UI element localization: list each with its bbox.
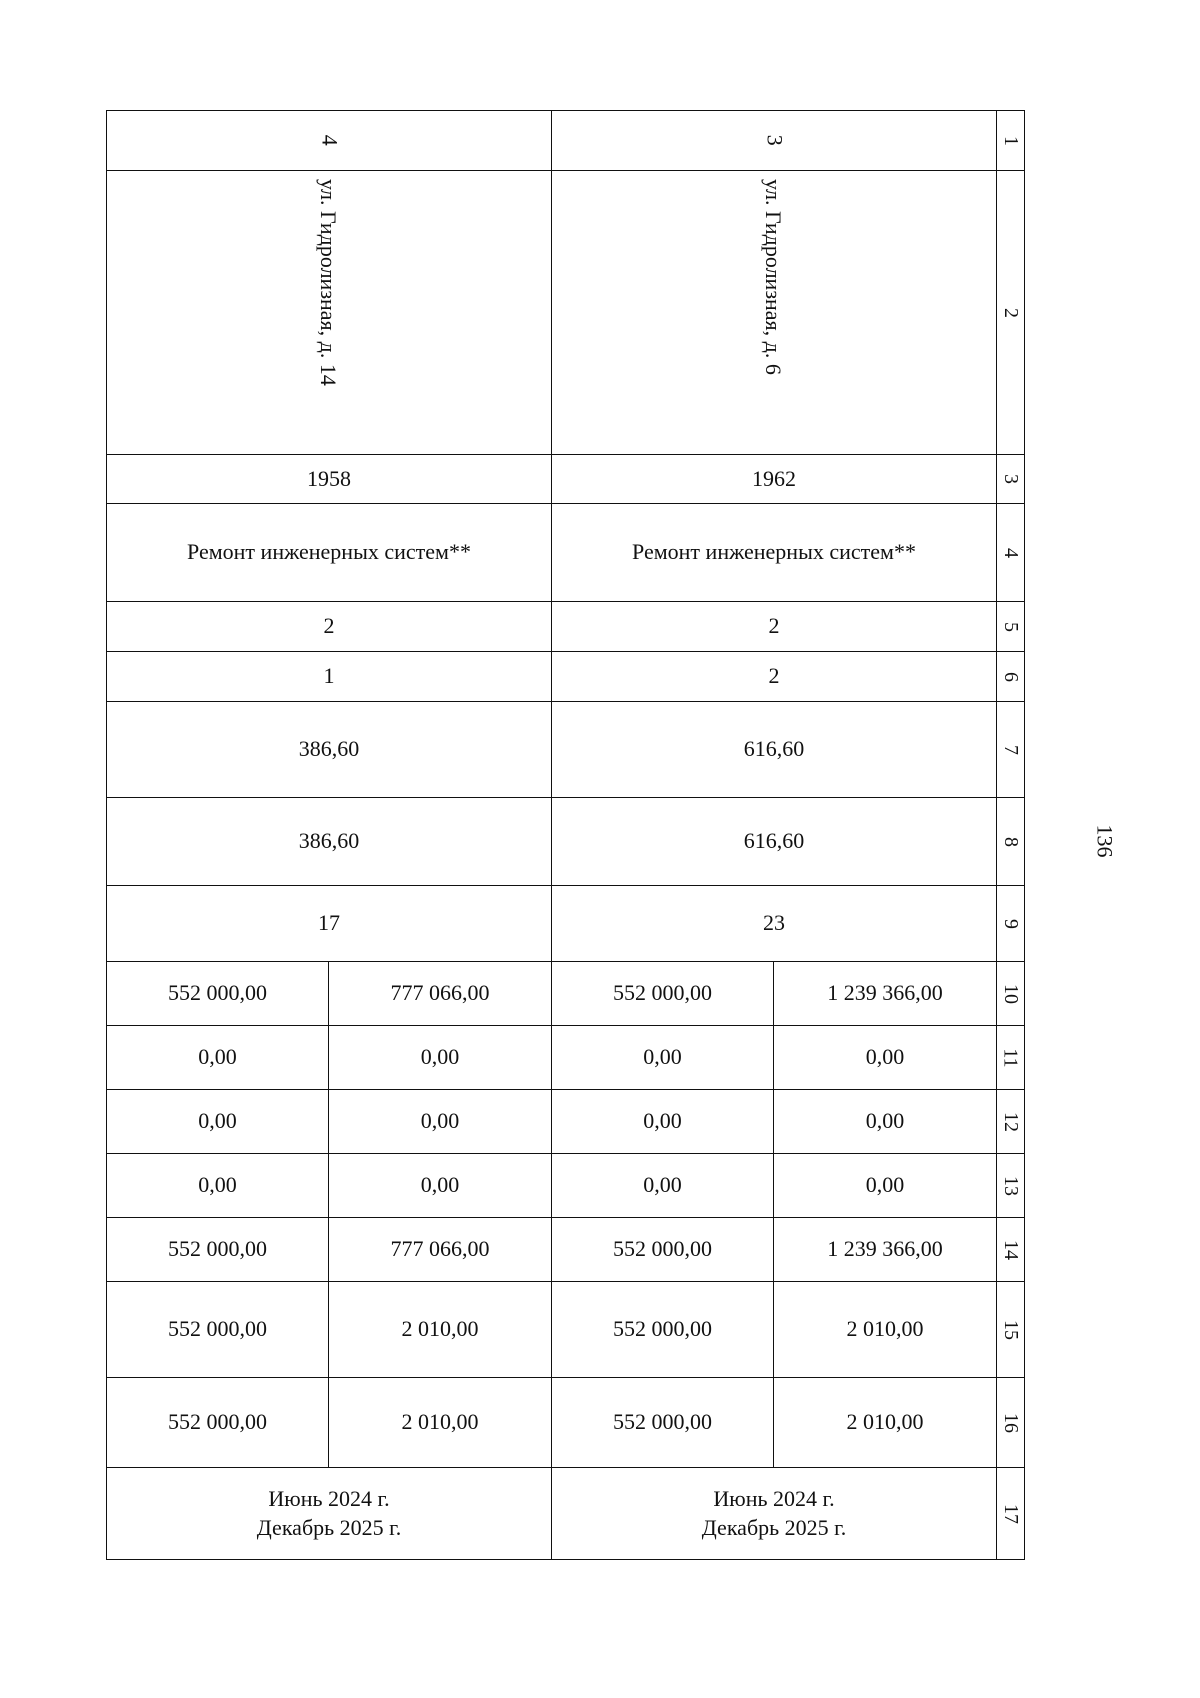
cell-value: 0,00	[552, 1090, 774, 1154]
date-end: Декабрь 2025 г.	[701, 1514, 847, 1540]
cell-value: 616,60	[552, 798, 997, 886]
row-number: 15	[997, 1282, 1025, 1378]
cell-value: 2 010,00	[774, 1378, 997, 1468]
table-row	[107, 652, 1025, 702]
cell-value: 552 000,00	[552, 1378, 774, 1468]
year-built: 1962	[552, 455, 997, 504]
table-row	[107, 455, 1025, 504]
row-number: 17	[997, 1468, 1025, 1560]
table-row	[107, 171, 1025, 455]
table-row	[107, 1090, 1025, 1154]
table-row	[107, 1378, 1025, 1468]
cell-value: 0,00	[107, 1026, 329, 1090]
table-row	[107, 886, 1025, 962]
cell-value: 552 000,00	[552, 1282, 774, 1378]
date-start: Июнь 2024 г.	[268, 1485, 390, 1511]
row-number: 10	[997, 962, 1025, 1026]
row-number: 7	[997, 702, 1025, 798]
row-number: 3	[997, 455, 1025, 504]
table-row	[107, 702, 1025, 798]
cell-value: 23	[552, 886, 997, 962]
cell-value: 0,00	[774, 1090, 997, 1154]
cell-value: 0,00	[107, 1154, 329, 1218]
row-number: 9	[997, 886, 1025, 962]
cell-value: 777 066,00	[329, 1218, 552, 1282]
cell-value: 1 239 366,00	[774, 1218, 997, 1282]
table-row	[107, 1154, 1025, 1218]
cell-value: 0,00	[552, 1026, 774, 1090]
schedule-dates	[552, 1468, 997, 1560]
table-row	[107, 602, 1025, 652]
row-number: 11	[997, 1026, 1025, 1090]
row-number: 2	[997, 171, 1025, 455]
cell-value: 552 000,00	[552, 962, 774, 1026]
table-row	[107, 962, 1025, 1026]
page-number: 136	[1092, 824, 1118, 858]
cell-value: 0,00	[774, 1026, 997, 1090]
table-row	[107, 504, 1025, 602]
cell-value: 0,00	[774, 1154, 997, 1218]
cell-value: 1	[107, 652, 552, 702]
cell-value: 552 000,00	[107, 962, 329, 1026]
record-number: 4	[317, 134, 343, 146]
cell-value: 386,60	[107, 798, 552, 886]
cell-value: 2	[552, 652, 997, 702]
cell-value: 552 000,00	[107, 1218, 329, 1282]
cell-value: 1 239 366,00	[774, 962, 997, 1026]
row-number: 4	[997, 504, 1025, 602]
row-number: 13	[997, 1154, 1025, 1218]
schedule-dates	[107, 1468, 552, 1560]
table-row	[107, 1282, 1025, 1378]
cell-value: 17	[107, 886, 552, 962]
row-number: 12	[997, 1090, 1025, 1154]
date-end: Декабрь 2025 г.	[256, 1514, 402, 1540]
address: ул. Гидролизная, д. 6	[761, 179, 786, 375]
cell-value: 386,60	[107, 702, 552, 798]
cell-value: 0,00	[329, 1154, 552, 1218]
cell-value: 0,00	[329, 1090, 552, 1154]
data-table	[106, 110, 1025, 1560]
cell-value: 2 010,00	[774, 1282, 997, 1378]
work-type: Ремонт инженерных систем**	[552, 504, 997, 602]
cell-value: 0,00	[107, 1090, 329, 1154]
cell-value: 552 000,00	[107, 1378, 329, 1468]
cell-value: 552 000,00	[552, 1218, 774, 1282]
table-row	[107, 111, 1025, 171]
year-built: 1958	[107, 455, 552, 504]
row-number: 16	[997, 1378, 1025, 1468]
row-number: 8	[997, 798, 1025, 886]
table-row	[107, 1218, 1025, 1282]
table-row	[107, 798, 1025, 886]
address: ул. Гидролизная, д. 14	[316, 179, 341, 386]
cell-value: 0,00	[329, 1026, 552, 1090]
cell-value: 2 010,00	[329, 1378, 552, 1468]
table-row	[107, 1026, 1025, 1090]
row-number: 1	[997, 111, 1025, 171]
row-number: 5	[997, 602, 1025, 652]
cell-value: 552 000,00	[107, 1282, 329, 1378]
table-row	[107, 1468, 1025, 1560]
work-type: Ремонт инженерных систем**	[107, 504, 552, 602]
cell-value: 0,00	[552, 1154, 774, 1218]
date-start: Июнь 2024 г.	[713, 1485, 835, 1511]
cell-value: 616,60	[552, 702, 997, 798]
row-number: 6	[997, 652, 1025, 702]
cell-value: 2	[107, 602, 552, 652]
cell-value: 2 010,00	[329, 1282, 552, 1378]
cell-value: 777 066,00	[329, 962, 552, 1026]
row-number: 14	[997, 1218, 1025, 1282]
record-number: 3	[762, 134, 788, 146]
cell-value: 2	[552, 602, 997, 652]
